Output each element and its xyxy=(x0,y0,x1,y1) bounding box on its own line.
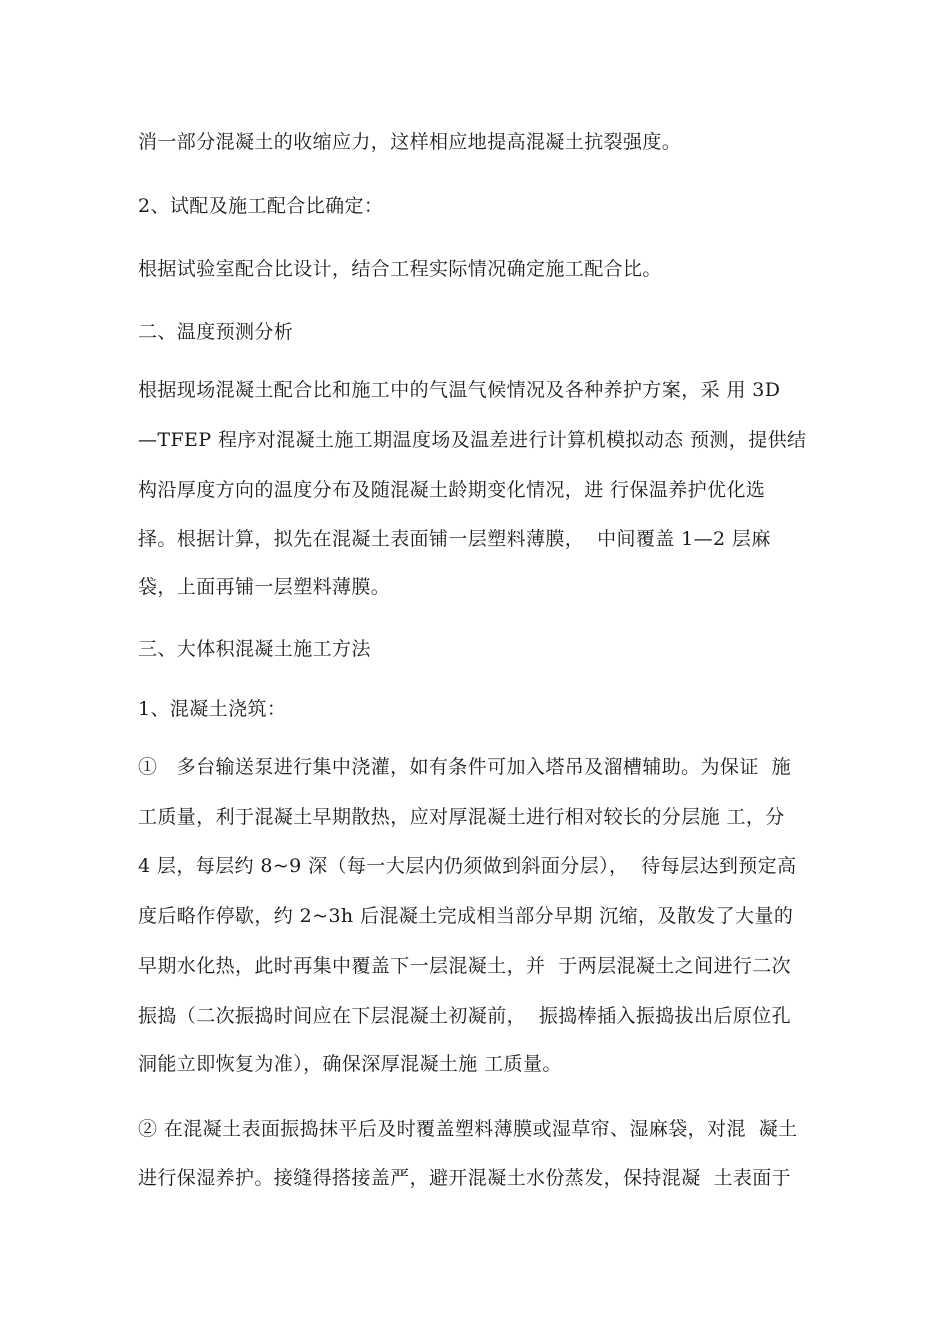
paragraph-line: 工质量，利于混凝土早期散热，应对厚混凝土进行相对较长的分层施 工，分 xyxy=(138,806,785,828)
paragraph-line: 早期水化热，此时再集中覆盖下一层混凝土，并 于两层混凝土之间进行二次 xyxy=(138,955,792,977)
subheading-pouring: 1、混凝土浇筑： xyxy=(138,698,287,720)
paragraph-line: 根据现场混凝土配合比和施工中的气温气候情况及各种养护方案，采 用 3D xyxy=(138,379,781,401)
paragraph-line: 消一部分混凝土的收缩应力，这样相应地提高混凝土抗裂强度。 xyxy=(138,131,682,153)
paragraph-line: ① 多台输送泵进行集中浇灌，如有条件可加入塔吊及溜槽辅助。为保证 施 xyxy=(138,756,791,778)
section-heading-construction: 三、大体积混凝土施工方法 xyxy=(138,638,371,660)
paragraph-line: 4 层，每层约 8~9 深（每一大层内仍须做到斜面分层）， 待每层达到预定高 xyxy=(138,855,797,877)
paragraph-line: 进行保湿养护。接缝得搭接盖严，避开混凝土水份蒸发，保持混凝 土表面于 xyxy=(138,1167,792,1189)
paragraph-line: ② 在混凝土表面振捣抹平后及时覆盖塑料薄膜或湿草帘、湿麻袋，对混 凝土 xyxy=(138,1118,798,1140)
paragraph-line: 择。根据计算，拟先在混凝土表面铺一层塑料薄膜， 中间覆盖 1—2 层麻 xyxy=(138,528,771,550)
paragraph-line: 振捣（二次振捣时间应在下层混凝土初凝前， 振捣棒插入振捣拔出后原位孔 xyxy=(138,1005,792,1027)
paragraph-line: 构沿厚度方向的温度分布及随混凝土龄期变化情况，进 行保温养护优化选 xyxy=(138,479,766,501)
paragraph-line: 根据试验室配合比设计，结合工程实际情况确定施工配合比。 xyxy=(138,258,662,280)
subheading-trial-mix: 2、试配及施工配合比确定： xyxy=(138,195,384,217)
paragraph-line: 度后略作停歇，约 2~3h 后混凝土完成相当部分早期 沉缩，及散发了大量的 xyxy=(138,905,794,927)
paragraph-line: —TFEP 程序对混凝土施工期温度场及温差进行计算机模拟动态 预测，提供结 xyxy=(138,429,807,451)
section-heading-temperature: 二、温度预测分析 xyxy=(138,321,294,343)
paragraph-line: 洞能立即恢复为准），确保深厚混凝土施 工质量。 xyxy=(138,1053,562,1075)
paragraph-line: 袋，上面再铺一层塑料薄膜。 xyxy=(138,576,391,598)
